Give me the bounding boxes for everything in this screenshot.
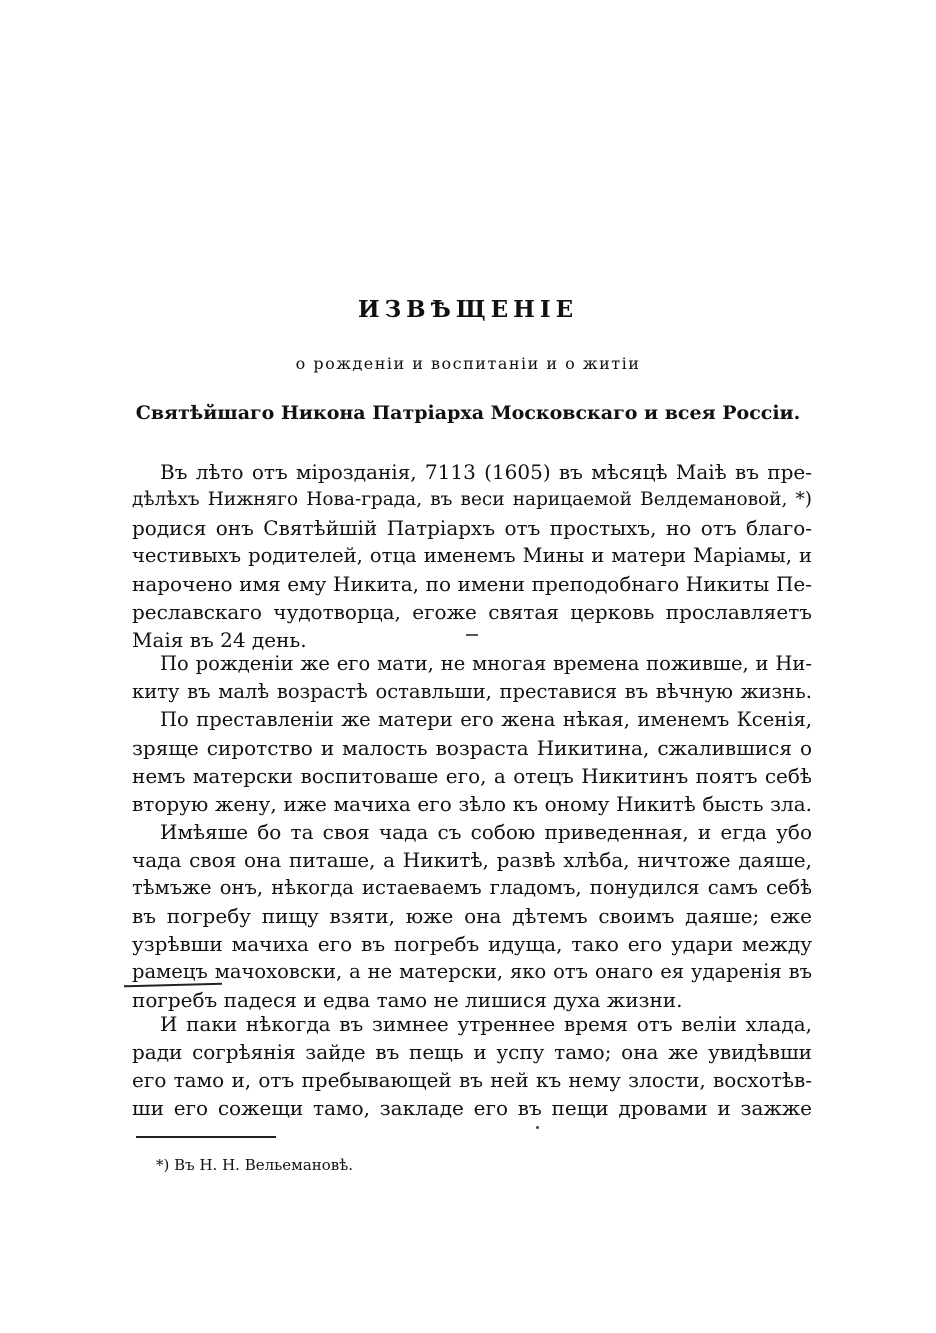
text-line: И паки нѣкогда въ зимнее утреннее время отъ веліи хлада,: [160, 1012, 812, 1036]
text-line: въ погребу пищу взяти, юже она дѣтемъ своимъ даяше; еже: [132, 904, 812, 928]
text-line: его тамо и, отъ пребывающей въ ней къ нему злости, восхотѣв-: [132, 1068, 812, 1092]
page-title: ИЗВѢЩЕНІЕ: [357, 296, 579, 323]
text-line: погребъ падеся и едва тамо не лишися духа жизни.: [132, 988, 683, 1012]
text-line: нарочено имя ему Никита, по имени преподобнаго Никиты Пе-: [132, 572, 812, 596]
text-line: По рожденіи же его мати, не многая времена поживше, и Ни-: [160, 652, 812, 675]
text-line: вторую жену, иже мачиха его зѣло къ оному Никитѣ бысть зла.: [132, 792, 812, 816]
paragraph-birth: [132, 458, 812, 654]
page-subtitle: о рожденіи и воспитаніи и о житіи: [295, 354, 641, 373]
text-line: Имѣяше бо та своя чада съ собою приведенная, и егда убо: [160, 820, 812, 844]
text-line: рамецъ мачоховски, а не матерски, яко отъ онаго ея ударенія въ: [132, 960, 812, 983]
text-line: Маія въ 24 день.: [132, 628, 307, 652]
paragraph-cellar: [132, 818, 812, 1014]
text-line: родися онъ Святѣйшій Патріархъ отъ простыхъ, но отъ благо-: [132, 516, 812, 540]
text-line: По преставленіи же матери его жена нѣкая, именемъ Ксенія,: [160, 708, 812, 731]
stray-dot-mark: [536, 1126, 539, 1129]
text-line: дѣлѣхъ Нижняго Нова-града, въ веси нарицаемой Велдемановой, *): [132, 489, 812, 510]
page-subtitle-name: Святѣйшаго Никона Патріарха Московскаго и всея Россіи.: [135, 402, 801, 424]
text-line: ши его сожещи тамо, закладе его въ пещи дровами и зажже: [132, 1096, 812, 1120]
text-line: киту въ малѣ возрастѣ оставльши, преставися въ вѣчную жизнь.: [132, 680, 812, 703]
text-line: ради согрѣянія зайде въ пещь и успу тамо; она же увидѣвши: [132, 1040, 812, 1064]
paragraph-oven: [132, 1010, 812, 1122]
text-line: Въ лѣто отъ мірозданія, 7113 (1605) въ мѣсяцѣ Маіѣ въ пре-: [160, 460, 812, 484]
text-line: узрѣвши мачиха его въ погребъ идуща, тако его удари между: [132, 932, 812, 956]
text-line: чада своя она питаше, а Никитѣ, развѣ хлѣба, ничтоже даяше,: [132, 848, 812, 872]
text-line: немъ матерски воспитоваше его, а отецъ Никитинъ поятъ себѣ: [132, 764, 812, 788]
stray-dash-mark: [466, 634, 478, 636]
paragraph-mother-death: [132, 650, 812, 706]
footnote-rule: [136, 1136, 276, 1138]
paragraph-stepmother: [132, 706, 812, 818]
text-line: зряще сиротство и малость возраста Никитина, сжалившися о: [132, 736, 812, 760]
text-line: тѣмъже онъ, нѣкогда истаеваемъ гладомъ, понудился самъ себѣ: [132, 876, 812, 899]
footnote: *) Въ Н. Н. Вельемановѣ.: [156, 1156, 354, 1174]
text-line: реславскаго чудотворца, егоже святая церковь прославляетъ: [132, 600, 812, 624]
text-line: честивыхъ родителей, отца именемъ Мины и матери Маріамы, и: [132, 544, 812, 567]
